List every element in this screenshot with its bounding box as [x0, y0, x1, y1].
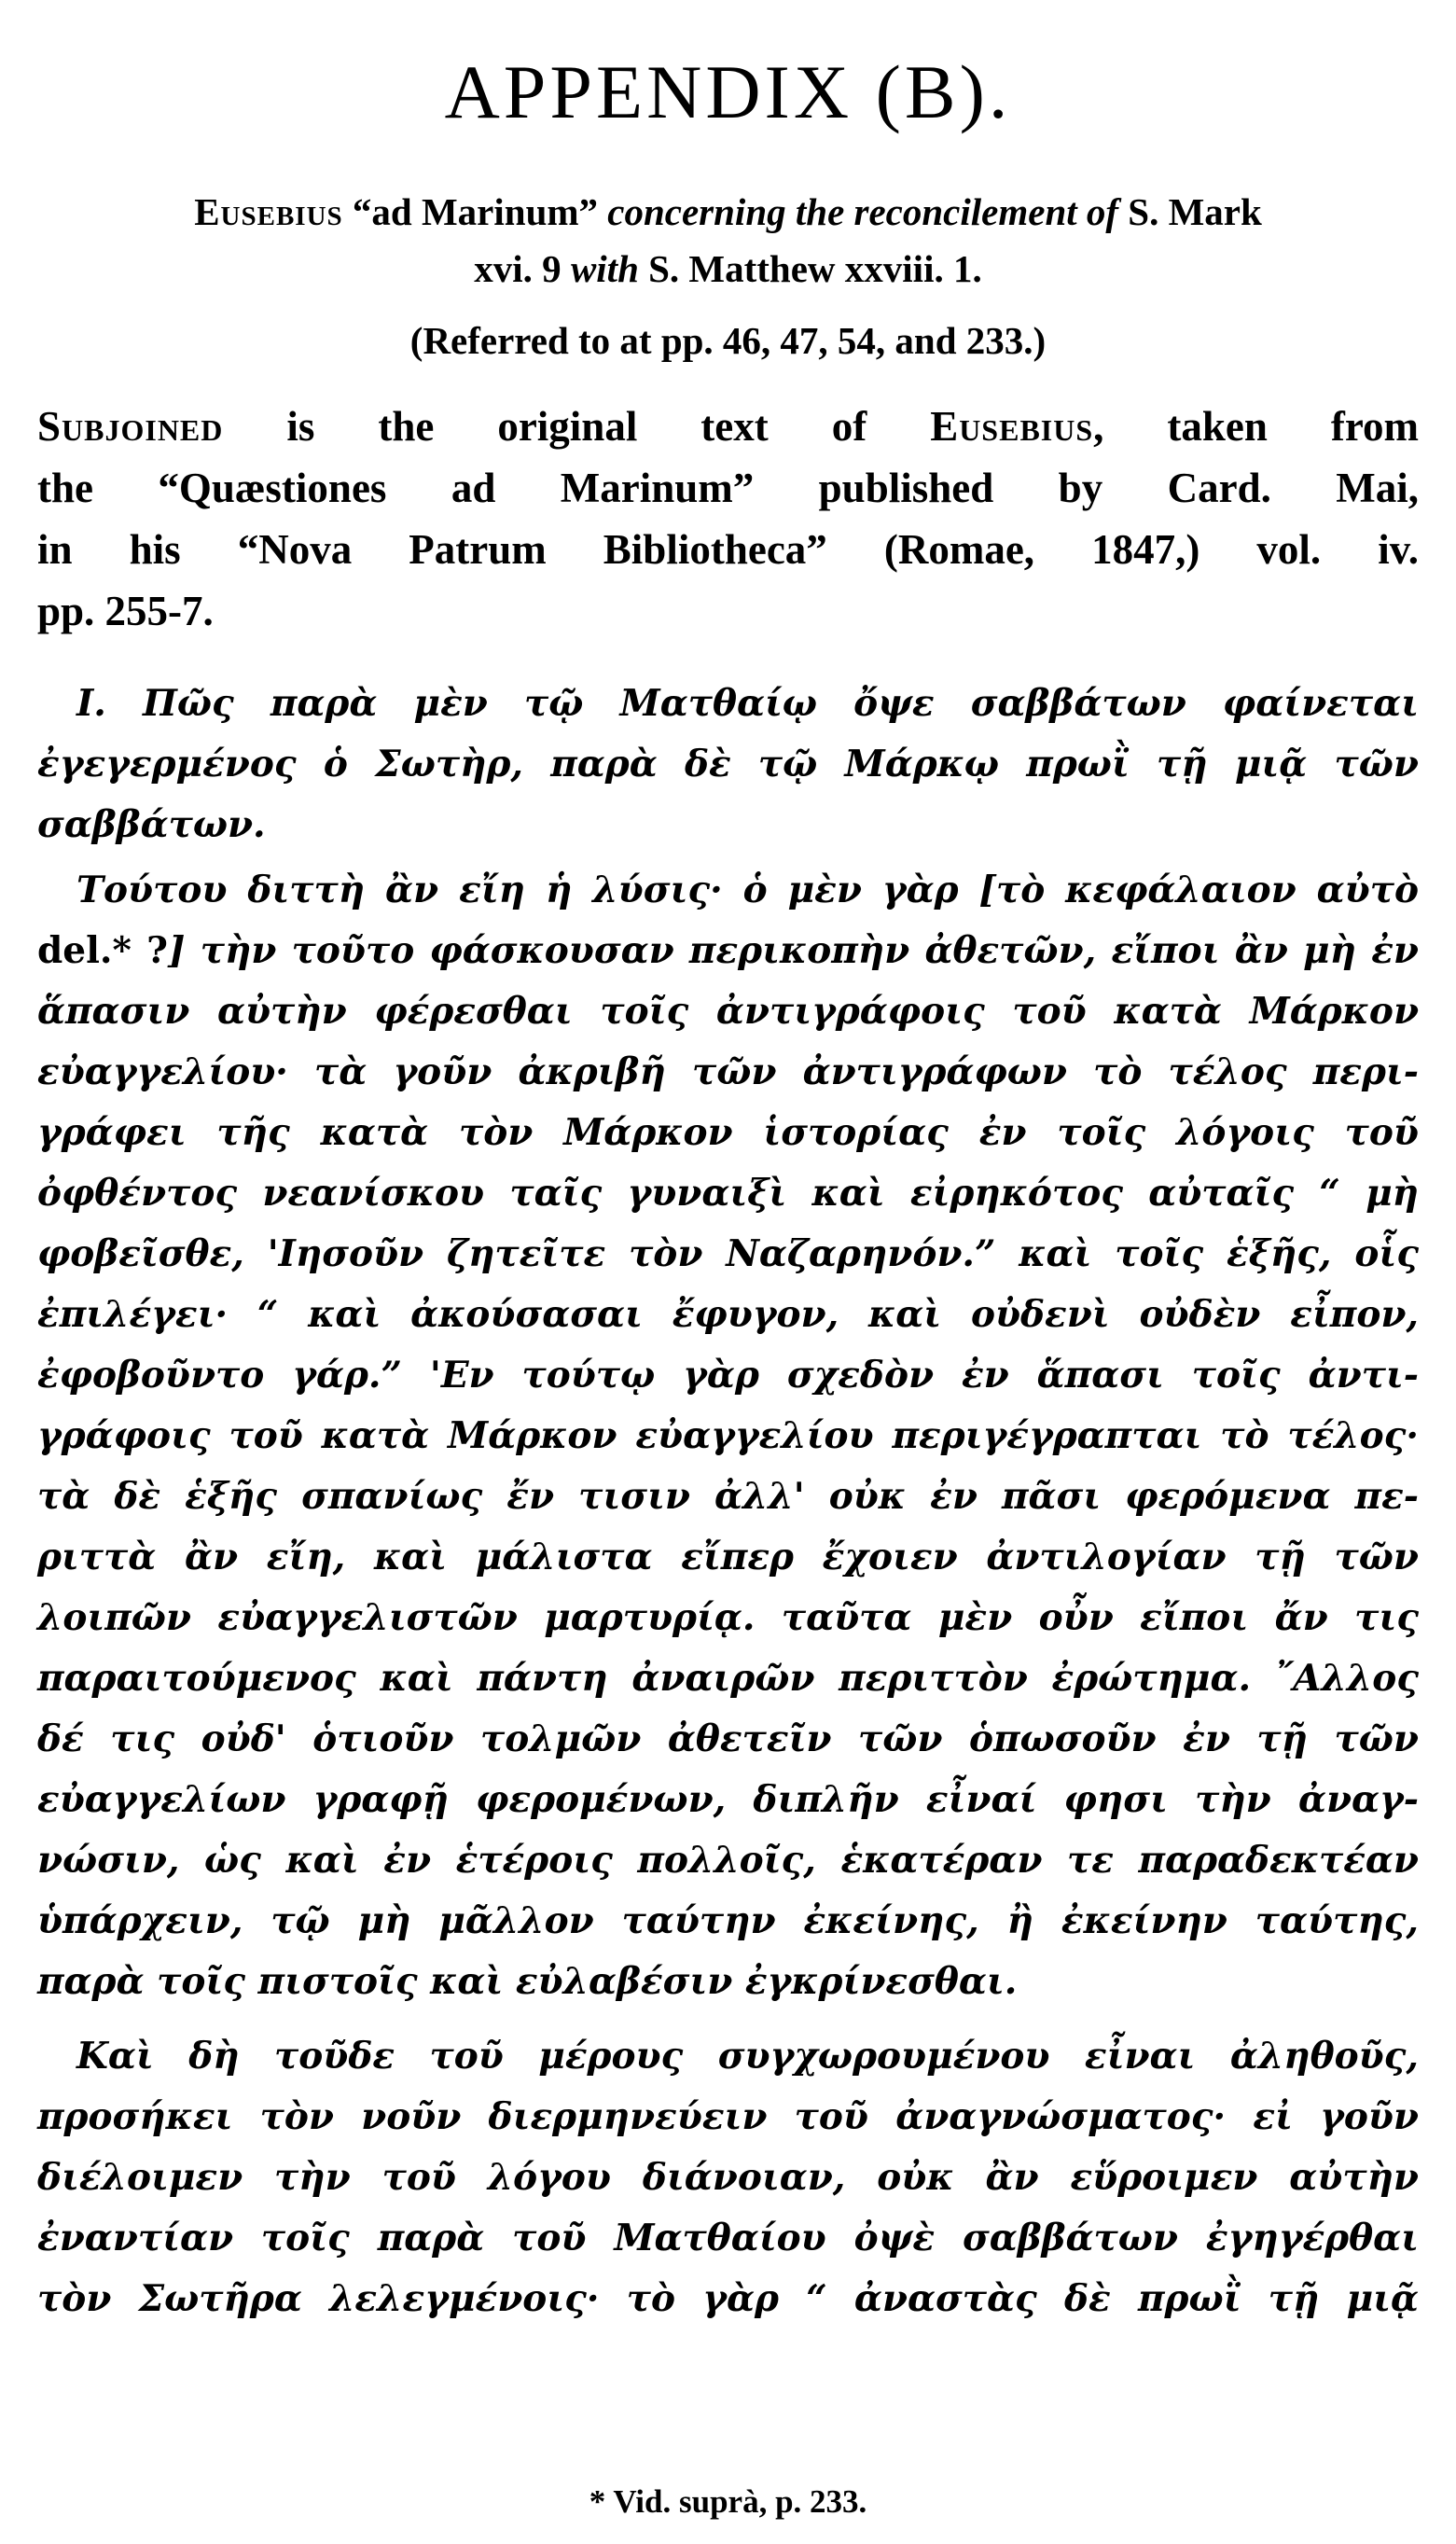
- greek-line: λοιπῶν εὐαγγελιστῶν μαρτυρίᾳ. ταῦτα μὲν οὖν εἴποι ἄν τις: [37, 1596, 1419, 1639]
- greek-line: φοβεῖσθε, 'Ιησοῦν ζητεῖτε τὸν Ναζαρηνόν.” καὶ τοῖς ἑξῆς, οἷς: [37, 1232, 1419, 1275]
- greek-line: εὐαγγελίου· τὰ γοῦν ἀκριβῆ τῶν ἀντιγράφων τὸ τέλος περι-: [37, 1050, 1419, 1093]
- footnote-marker: del.* ?: [37, 929, 168, 972]
- greek-line: ἐπιλέγει· “ καὶ ἀκούσασαι ἔφυγον, καὶ οὐδενὶ οὐδὲν εἶπον,: [37, 1293, 1419, 1336]
- greek-line: τὸν Σωτῆρα λελεγμένοις· τὸ γὰρ “ ἀναστὰς δὲ πρωῒ τῇ μιᾷ: [37, 2277, 1419, 2320]
- intro-line-1: Subjoined is the original text of Eusebius, taken from: [37, 403, 1419, 450]
- greek-line: ἐγεγερμένος ὁ Σωτὴρ, παρὰ δὲ τῷ Μάρκῳ πρωῒ τῇ μιᾷ τῶν: [37, 743, 1419, 785]
- greek-line: Τούτου διττὴ ἂν εἴη ἡ λύσις· ὁ μὲν γὰρ [τὸ κεφάλαιον αὐτὸ: [76, 869, 1419, 911]
- intro-lead: Subjoined: [37, 403, 224, 450]
- greek-line: I. Πῶς παρὰ μὲν τῷ Ματθαίῳ ὄψε σαββάτων φαίνεται: [76, 682, 1419, 725]
- greek-line: ἐφοβοῦντο γάρ.” 'Εν τούτῳ γὰρ σχεδὸν ἐν ἅπασι τοῖς ἀντι-: [37, 1354, 1419, 1397]
- intro-line-4: pp. 255-7.: [37, 588, 214, 634]
- greek-line: διέλοιμεν τὴν τοῦ λόγου διάνοιαν, οὐκ ἂν εὕροιμεν αὐτὴν: [37, 2156, 1419, 2199]
- greek-line: δέ τις οὐδ' ὁτιοῦν τολμῶν ἀθετεῖν τῶν ὁπωσοῦν ἐν τῇ τῶν: [37, 1717, 1419, 1760]
- greek-line: γράφοις τοῦ κατὰ Μάρκον εὐαγγελίου περιγέγραπται τὸ τέλος·: [37, 1414, 1419, 1457]
- greek-line: ἐναντίαν τοῖς παρὰ τοῦ Ματθαίου ὀψὲ σαββάτων ἐγηγέρθαι: [37, 2217, 1419, 2259]
- greek-line: τὰ δὲ ἑξῆς σπανίως ἔν τισιν ἀλλ' οὐκ ἐν πᾶσι φερόμενα πε-: [37, 1475, 1419, 1518]
- greek-line: εὐαγγελίων γραφῇ φερομένων, διπλῆν εἶναί φησι τὴν ἀναγ-: [37, 1778, 1419, 1821]
- greek-line: del.* ?] τὴν τοῦτο φάσκουσαν περικοπὴν ἀθετῶν, εἴποι ἂν μὴ ἐν: [37, 929, 1419, 972]
- greek-line: ριττὰ ἂν εἴη, καὶ μάλιστα εἴπερ ἔχοιεν ἀντιλογίαν τῇ τῶν: [37, 1536, 1419, 1578]
- greek-line: παραιτούμενος καὶ πάντη ἀναιρῶν περιττὸν ἐρώτημα. ῎Αλλος: [37, 1657, 1419, 1700]
- footnote: * Vid. suprà, p. 233.: [589, 2483, 867, 2520]
- subtitle-line-2: xvi. 9 with S. Matthew xxviii. 1.: [474, 247, 982, 290]
- greek-line: γράφει τῆς κατὰ τὸν Μάρκον ἱστορίας ἐν τοῖς λόγοις τοῦ: [37, 1111, 1419, 1154]
- greek-line: προσήκει τὸν νοῦν διερμηνεύειν τοῦ ἀναγνώσματος· εἰ γοῦν: [37, 2095, 1419, 2138]
- greek-line: σαββάτων.: [37, 803, 266, 846]
- reference-line: (Referred to at pp. 46, 47, 54, and 233.): [409, 319, 1047, 362]
- subtitle-line-1: Eusebius “ad Marinum” concerning the reconcilement of S. Mark: [194, 190, 1262, 233]
- greek-line: νώσιν, ὡς καὶ ἐν ἑτέροις πολλοῖς, ἑκατέραν τε παραδεκτέαν: [37, 1839, 1419, 1882]
- greek-line: παρὰ τοῖς πιστοῖς καὶ εὐλαβέσιν ἐγκρίνεσθαι.: [37, 1960, 1018, 2003]
- intro-line-3: in his “Nova Patrum Bibliotheca” (Romae, 1847,) vol. iv.: [37, 526, 1419, 573]
- greek-line: ὀφθέντος νεανίσκου ταῖς γυναιξὶ καὶ εἰρηκότος αὐταῖς “ μὴ: [37, 1172, 1419, 1215]
- intro-line-2: the “Quæstiones ad Marinum” published by Card. Mai,: [37, 465, 1419, 511]
- author-name: Eusebius: [194, 190, 343, 233]
- page-title: APPENDIX (B).: [444, 49, 1012, 134]
- greek-line: ἅπασιν αὐτὴν φέρεσθαι τοῖς ἀντιγράφοις τοῦ κατὰ Μάρκον: [37, 990, 1419, 1033]
- greek-line: ὑπάρχειν, τῷ μὴ μᾶλλον ταύτην ἐκείνης, ἢ ἐκείνην ταύτης,: [37, 1899, 1419, 1942]
- greek-line: Καὶ δὴ τοῦδε τοῦ μέρους συγχωρουμένου εἶναι ἀληθοῦς,: [76, 2035, 1419, 2078]
